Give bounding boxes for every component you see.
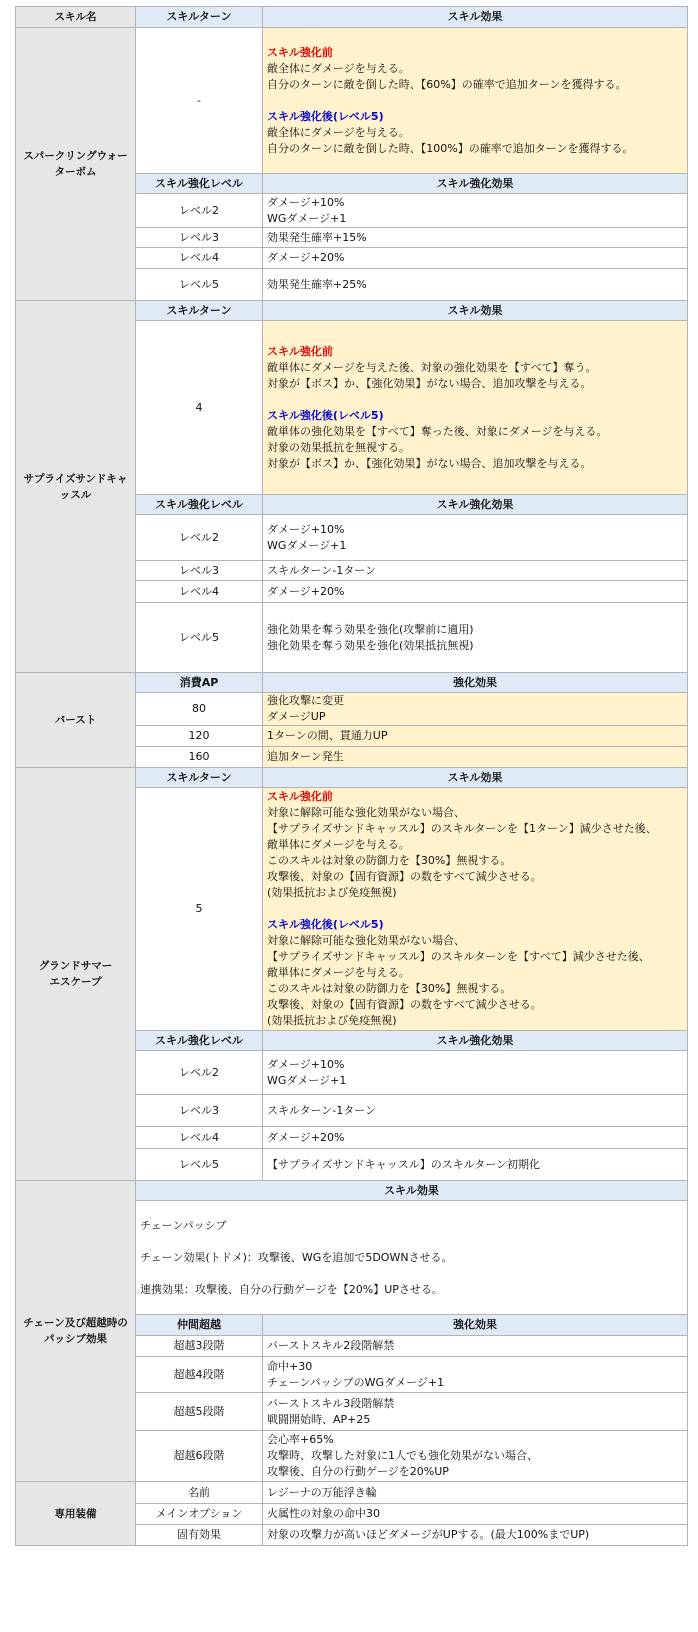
skill3-lv3: レベル3 [136, 1095, 263, 1127]
skill2-effect: スキル強化前 敵単体にダメージを与えた後、対象の強化効果を【すべて】奪う。 対象が【ボス】か、【強化効果】がない場合、追加攻撃を与える。 スキル強化後(レベル5) 敵単体の強化効果を【すべて】奪った後、対象にダメージを与える。 対象の効果抵抗を無視する。 対象が【ボス】か、【強化効果】がない場合、追加攻撃を与える。 [263, 321, 688, 495]
skill3-lv2-effect: ダメージ+10% WGダメージ+1 [263, 1051, 688, 1095]
skill1-lv5-effect: 効果発生確率+25% [263, 269, 688, 301]
skill2-lv2-effect: ダメージ+10% WGダメージ+1 [263, 515, 688, 561]
transcend-fx-header: 強化効果 [263, 1315, 688, 1336]
skill2-after-label: スキル強化後(レベル5) [267, 408, 384, 422]
chain-effect: チェーンパッシブ チェーン効果(トドメ)：攻撃後、WGを追加で5DOWNさせる。 連携効果：攻撃後、自分の行動ゲージを【20%】UPさせる。 [136, 1201, 688, 1315]
skill1-turn: - [136, 28, 263, 174]
chain-effect-header: スキル効果 [136, 1181, 688, 1201]
equip-val-name: レジーナの万能浮き輪 [263, 1482, 688, 1504]
equip-key-name: 名前 [136, 1482, 263, 1504]
skill1-lv2-effect: ダメージ+10% WGダメージ+1 [263, 194, 688, 228]
skill3-turn: 5 [136, 788, 263, 1031]
skill3-name: グランドサマー エスケープ [16, 768, 136, 1181]
equip-name: 専用装備 [16, 1482, 136, 1546]
transcend-3: 超越3段階 [136, 1336, 263, 1357]
transcend-3-effect: バーストスキル2段階解禁 [263, 1336, 688, 1357]
transcend-4-effect: 命中+30 チェーンパッシブのWGダメージ+1 [263, 1357, 688, 1393]
skill1-before-label: スキル強化前 [267, 45, 333, 59]
transcend-4: 超越4段階 [136, 1357, 263, 1393]
transcend-header: 仲間超越 [136, 1315, 263, 1336]
skill1-lv5: レベル5 [136, 269, 263, 301]
burst-fx-80: 強化攻撃に変更 ダメージUP [263, 693, 688, 726]
skill2-lv4: レベル4 [136, 581, 263, 603]
skill1-name: スパークリングウォーターボム [16, 28, 136, 301]
skill2-turn: 4 [136, 321, 263, 495]
skill1-lv4: レベル4 [136, 248, 263, 269]
skill1-lv-header: スキル強化レベル [136, 174, 263, 194]
transcend-6-effect: 会心率+65% 攻撃時、攻撃した対象に1人でも強化効果がない場合、 攻撃後、自分の行動ゲージを20%UP [263, 1431, 688, 1482]
skill2-name: サプライズサンドキャッスル [16, 301, 136, 673]
skill2-lv3: レベル3 [136, 561, 263, 581]
skill2-before-label: スキル強化前 [267, 344, 333, 358]
skill3-lv2: レベル2 [136, 1051, 263, 1095]
skill2-turn-header: スキルターン [136, 301, 263, 321]
burst-ap-80: 80 [136, 693, 263, 726]
transcend-5: 超越5段階 [136, 1393, 263, 1431]
equip-key-main-option: メインオプション [136, 1504, 263, 1525]
header-skill-effect: スキル効果 [263, 7, 688, 28]
header-skill-turn: スキルターン [136, 7, 263, 28]
burst-fx-160: 追加ターン発生 [263, 747, 688, 768]
skill1-lv4-effect: ダメージ+20% [263, 248, 688, 269]
skill3-lv5-effect: 【サプライズサンドキャッスル】のスキルターン初期化 [263, 1149, 688, 1181]
skill1-lv-effect-header: スキル強化効果 [263, 174, 688, 194]
skill2-lv-effect-header: スキル強化効果 [263, 495, 688, 515]
skill1-lv2: レベル2 [136, 194, 263, 228]
skill3-effect: スキル強化前 対象に解除可能な強化効果がない場合、 【サプライズサンドキャッスル】のスキルターンを【1ターン】減少させた後、 敵単体にダメージを与える。 このスキルは対象の防御力を【30%】無視する。 攻撃後、対象の【固有資源】の数をすべて減少させる。 (効果抵抗および免疫無視) スキル強化後(レベル5) 対象に解除可能な強化効果がない場合、 【サプライズサンドキャッスル】のスキルターンを【すべて】減少させた後、 敵単体にダメージを与える。 このスキルは対象の防御力を【30%】無視する。 攻撃後、対象の【固有資源】の数をすべて減少させる。 (効果抵抗および免疫無視) [263, 788, 688, 1031]
skill2-lv5-effect: 強化効果を奪う効果を強化(攻撃前に適用) 強化効果を奪う効果を強化(効果抵抗無視) [263, 603, 688, 673]
skill2-lv4-effect: ダメージ+20% [263, 581, 688, 603]
skill1-effect: スキル強化前 敵全体にダメージを与える。 自分のターンに敵を倒した時、【60%】の確率で追加ターンを獲得する。 スキル強化後(レベル5) 敵全体にダメージを与える。 自分のターンに敵を倒した時、【100%】の確率で追加ターンを獲得する。 [263, 28, 688, 174]
equip-key-unique: 固有効果 [136, 1525, 263, 1546]
burst-ap-header: 消費AP [136, 673, 263, 693]
skill2-lv3-effect: スキルターン-1ターン [263, 561, 688, 581]
skill3-lv-effect-header: スキル強化効果 [263, 1031, 688, 1051]
skill-table [15, 6, 688, 1546]
skill3-lv4: レベル4 [136, 1127, 263, 1149]
skill3-lv3-effect: スキルターン-1ターン [263, 1095, 688, 1127]
skill3-after-label: スキル強化後(レベル5) [267, 918, 384, 931]
equip-val-main-option: 火属性の対象の命中30 [263, 1504, 688, 1525]
burst-fx-120: 1ターンの間、貫通力UP [263, 726, 688, 747]
transcend-5-effect: バーストスキル3段階解禁 戦闘開始時、AP+25 [263, 1393, 688, 1431]
header-skill-name: スキル名 [16, 7, 136, 28]
skill2-effect-header: スキル効果 [263, 301, 688, 321]
burst-name: バースト [16, 673, 136, 768]
skill3-before-label: スキル強化前 [267, 790, 333, 803]
burst-ap-120: 120 [136, 726, 263, 747]
skill2-lv2: レベル2 [136, 515, 263, 561]
skill3-lv-header: スキル強化レベル [136, 1031, 263, 1051]
skill3-effect-header: スキル効果 [263, 768, 688, 788]
burst-fx-header: 強化効果 [263, 673, 688, 693]
skill2-lv5: レベル5 [136, 603, 263, 673]
skill3-lv4-effect: ダメージ+20% [263, 1127, 688, 1149]
chain-name: チェーン及び超越時の パッシブ効果 [16, 1181, 136, 1482]
skill1-after-label: スキル強化後(レベル5) [267, 109, 384, 123]
skill1-lv3-effect: 効果発生確率+15% [263, 228, 688, 248]
transcend-6: 超越6段階 [136, 1431, 263, 1482]
skill3-lv5: レベル5 [136, 1149, 263, 1181]
skill2-lv-header: スキル強化レベル [136, 495, 263, 515]
burst-ap-160: 160 [136, 747, 263, 768]
skill3-turn-header: スキルターン [136, 768, 263, 788]
skill1-lv3: レベル3 [136, 228, 263, 248]
equip-val-unique: 対象の攻撃力が高いほどダメージがUPする。(最大100%までUP) [263, 1525, 688, 1546]
